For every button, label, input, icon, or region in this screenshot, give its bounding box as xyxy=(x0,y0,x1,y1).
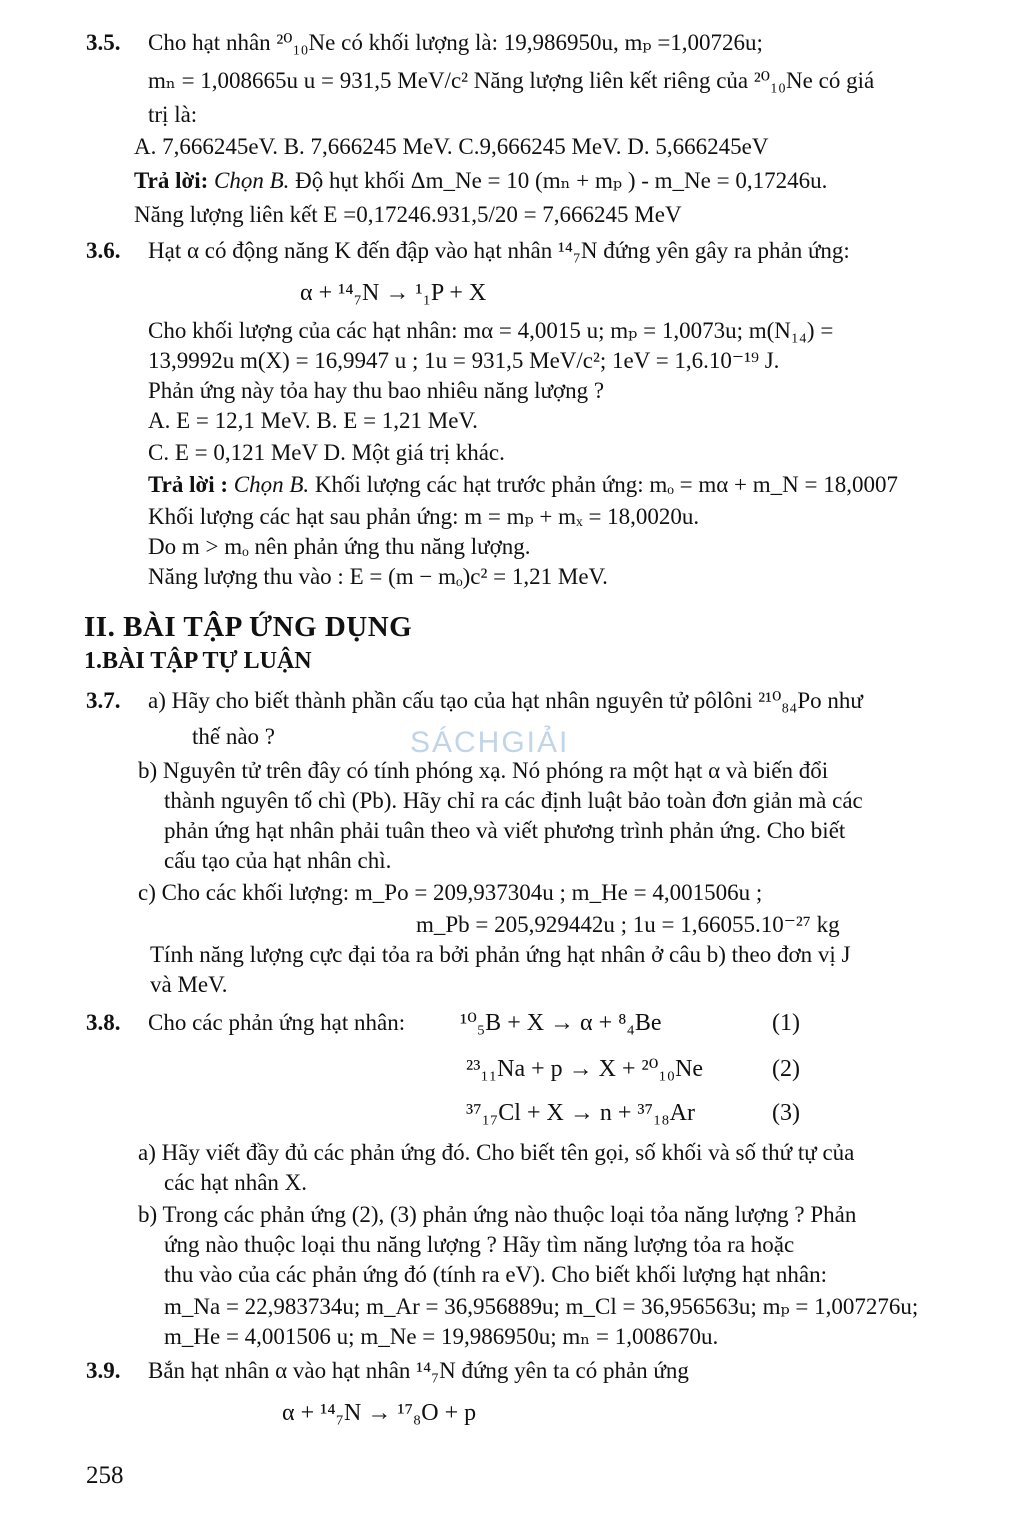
problem-3-7-c-line-2: m_Pb = 205,929442u ; 1u = 1,66055.10⁻²⁷ kg xyxy=(416,912,840,937)
problem-3-7-c-line-4: và MeV. xyxy=(150,972,228,997)
problem-3-9-line-1: Bắn hạt nhân α vào hạt nhân ¹⁴₇N đứng yên ta có phản ứng xyxy=(148,1358,689,1383)
problem-3-6-line-3: 13,9992u m(X) = 16,9947 u ; 1u = 931,5 MeV/c²; 1eV = 1,6.10⁻¹⁹ J. xyxy=(148,348,780,373)
problem-3-8-a-line-2: các hạt nhân X. xyxy=(164,1170,308,1195)
problem-3-5-options: A. 7,666245eV. B. 7,666245 MeV. C.9,666245 MeV. D. 5,666245eV xyxy=(134,134,769,159)
problem-3-6-reaction: α + ¹⁴₇N → ¹₁P + X xyxy=(300,280,487,306)
problem-3-6-line-2: Cho khối lượng của các hạt nhân: mα = 4,0015 u; mₚ = 1,0073u; m(N₁₄) = xyxy=(148,318,834,343)
problem-3-5-energy: Năng lượng liên kết E =0,17246.931,5/20 = 7,666245 MeV xyxy=(134,202,682,227)
page-number: 258 xyxy=(86,1462,124,1489)
answer-text: Khối lượng các hạt trước phản ứng: mₒ = mα + m_N = 18,0007 xyxy=(314,472,898,497)
problem-number-3-7: 3.7. xyxy=(86,688,121,713)
reaction-1-number: (1) xyxy=(772,1010,800,1036)
problem-3-6-options-2: C. E = 0,121 MeV D. Một giá trị khác. xyxy=(148,440,505,465)
problem-3-6-answer xyxy=(148,470,898,500)
reaction-2: ²³₁₁Na + p → X + ²⁰₁₀Ne xyxy=(466,1056,704,1082)
section-title: II. BÀI TẬP ỨNG DỤNG xyxy=(84,611,413,643)
reaction-3-number: (3) xyxy=(772,1100,800,1126)
answer-text: Độ hụt khối Δm_Ne = 10 (mₙ + mₚ ) - m_Ne = 0,17246u. xyxy=(295,168,828,193)
reaction-2-number: (2) xyxy=(772,1056,800,1082)
section-subtitle: 1.BÀI TẬP TỰ LUẬN xyxy=(84,648,312,674)
reaction-1: ¹⁰₅B + X → α + ⁸₄Be xyxy=(460,1010,662,1036)
problem-3-6-line-7: Năng lượng thu vào : E = (m − mₒ)c² = 1,21 MeV. xyxy=(148,564,608,589)
problem-3-7-b-line-1: b) Nguyên tử trên đây có tính phóng xạ. Nó phóng ra một hạt α và biến đổi xyxy=(138,758,829,783)
problem-3-6-line-6: Do m > mₒ nên phản ứng thu năng lượng. xyxy=(148,534,531,559)
problem-3-8-b-line-2: ứng nào thuộc loại thu năng lượng ? Hãy tìm năng lượng tỏa ra hoặc xyxy=(164,1232,795,1257)
problem-3-7-b-line-3: phản ứng hạt nhân phải tuân theo và viết phương trình phản ứng. Cho biết xyxy=(164,818,846,843)
problem-3-9-reaction: α + ¹⁴₇N → ¹⁷₈O + p xyxy=(282,1400,477,1426)
problem-3-8-intro: Cho các phản ứng hạt nhân: xyxy=(148,1010,406,1035)
problem-3-8-a-line-1: a) Hãy viết đầy đủ các phản ứng đó. Cho biết tên gọi, số khối và số thứ tự của xyxy=(138,1140,855,1165)
problem-3-7-a-line-2: thế nào ? xyxy=(192,724,276,749)
problem-3-8-b-line-1: b) Trong các phản ứng (2), (3) phản ứng nào thuộc loại tỏa năng lượng ? Phản xyxy=(138,1202,857,1227)
answer-label: Trả lời: xyxy=(134,168,209,193)
answer-choice: Chọn B. xyxy=(233,472,310,497)
problem-3-6-line-4: Phản ứng này tỏa hay thu bao nhiêu năng lượng ? xyxy=(148,378,605,403)
problem-3-7-c-line-3: Tính năng lượng cực đại tỏa ra bởi phản ứng hạt nhân ở câu b) theo đơn vị J xyxy=(150,942,851,967)
watermark-logo: SÁCHGIẢI xyxy=(410,726,570,759)
answer-choice: Chọn B. xyxy=(214,168,290,193)
problem-3-7-b-line-2: thành nguyên tố chì (Pb). Hãy chỉ ra các định luật bảo toàn đơn giản mà các xyxy=(164,788,863,813)
answer-label: Trả lời : xyxy=(148,472,229,497)
problem-3-6-line-1: Hạt α có động năng K đến đập vào hạt nhân ¹⁴₇N đứng yên gây ra phản ứng: xyxy=(148,238,850,263)
problem-number-3-9: 3.9. xyxy=(86,1358,121,1383)
problem-3-8-b-line-3: thu vào của các phản ứng đó (tính ra eV). Cho biết khối lượng hạt nhân: xyxy=(164,1262,828,1287)
problem-3-6-line-5: Khối lượng các hạt sau phản ứng: m = mₚ + mₓ = 18,0020u. xyxy=(148,504,700,529)
problem-3-7-b-line-4: cấu tạo của hạt nhân chì. xyxy=(164,848,392,873)
problem-3-5-answer xyxy=(134,166,827,196)
problem-3-5-line-2: mₙ = 1,008665u u = 931,5 MeV/c² Năng lượng liên kết riêng của ²⁰₁₀Ne có giá xyxy=(148,68,875,93)
problem-number-3-8: 3.8. xyxy=(86,1010,121,1035)
problem-3-7-a-line-1: a) Hãy cho biết thành phần cấu tạo của hạt nhân nguyên tử pôlôni ²¹⁰₈₄Po như xyxy=(148,688,863,713)
reaction-3: ³⁷₁₇Cl + X → n + ³⁷₁₈Ar xyxy=(466,1100,695,1126)
problem-3-5-line-3: trị là: xyxy=(148,102,198,127)
problem-3-5-line-1: Cho hạt nhân ²⁰₁₀Ne có khối lượng là: 19,986950u, mₚ =1,00726u; xyxy=(148,30,763,55)
problem-3-8-b-line-5: m_He = 4,001506 u; m_Ne = 19,986950u; mₙ = 1,008670u. xyxy=(164,1324,719,1349)
problem-3-7-c-line-1: c) Cho các khối lượng: m_Po = 209,937304u ; m_He = 4,001506u ; xyxy=(138,880,763,905)
problem-number-3-5: 3.5. xyxy=(86,30,121,55)
problem-3-6-options-1: A. E = 12,1 MeV. B. E = 1,21 MeV. xyxy=(148,408,478,433)
problem-3-8-b-line-4: m_Na = 22,983734u; m_Ar = 36,956889u; m_Cl = 36,956563u; mₚ = 1,007276u; xyxy=(164,1294,919,1319)
problem-number-3-6: 3.6. xyxy=(86,238,121,263)
